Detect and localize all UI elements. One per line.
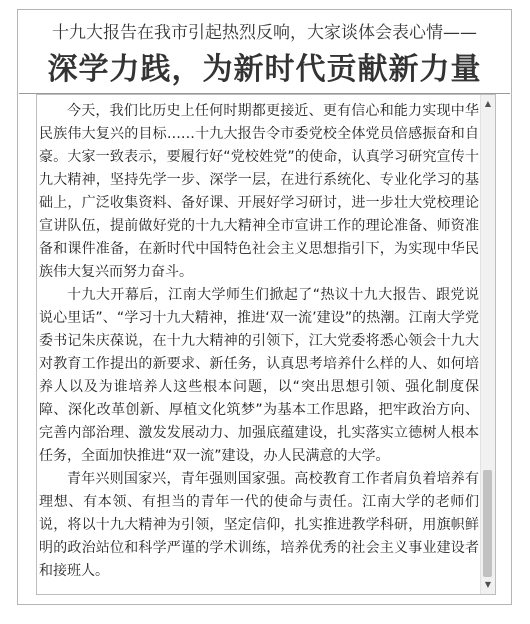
scrollbar-thumb[interactable] bbox=[483, 470, 492, 577]
vertical-scrollbar[interactable] bbox=[480, 95, 495, 594]
article-paragraph: 青年兴则国家兴，青年强则国家强。高校教育工作者肩负着培养有理想、有本领、有担当的青年一代的使命与责任。江南大学的老师们说，将以十九大精神为引领，坚定信仰，扎实推进教学科研，用旗帜鲜明的政治站位和科学严谨的学术训练，培养优秀的社会主义事业建设者和接班人。 bbox=[39, 471, 479, 579]
article-body bbox=[39, 100, 479, 595]
article-frame bbox=[17, 9, 512, 605]
article-title: 深学力践，为新时代贡献新力量 bbox=[47, 52, 482, 87]
article-subtitle: 十九大报告在我市引起热烈反响，大家谈体会表心情—— bbox=[52, 23, 477, 43]
article-scroll-box[interactable] bbox=[36, 94, 496, 595]
scroll-up-arrow-icon[interactable]: ▲ bbox=[484, 99, 492, 108]
article-paragraph: 今天，我们比历史上任何时期都更接近、更有信心和能力实现中华民族伟大复兴的目标……十九大报告令市委党校全体党员倍感振奋和自豪。大家一致表示，要履行好“党校姓党”的使命，认真学习研究宣传十九大精神，坚持先学一步、深学一层，在进行系统化、专业化学习的基础上，广泛收集资料、备好课、开展好学习研讨，进一步壮大党校理论宣讲队伍，提前做好党的十九大精神全市宣讲工作的理论准备、师资准备和课件准备，在新时代中国特色社会主义思想指引下，为实现中华民族伟大复兴而努力奋斗。 bbox=[39, 103, 479, 280]
scroll-down-arrow-icon[interactable]: ▼ bbox=[484, 580, 492, 589]
article-paragraph: 十九大开幕后，江南大学师生们掀起了“热议十九大报告、跟党说说心里话”、“学习十九大精神，推进‘双一流’建设”的热潮。江南大学党委书记朱庆葆说，在十九大精神的引领下，江大党委将悉心领会十九大对教育工作提出的新要求、新任务，认真思考培养什么样的人、如何培养人以及为谁培养人这些根本问题，以“突出思想引领、强化制度保障、深化改革创新、厚植文化筑梦”为基本工作思路，把牢政治方向、完善内部治理、激发发展动力、加强底蕴建设，扎实落实立德树人根本任务，全面加快推进“双一流”建设，办人民满意的大学。 bbox=[39, 287, 479, 464]
